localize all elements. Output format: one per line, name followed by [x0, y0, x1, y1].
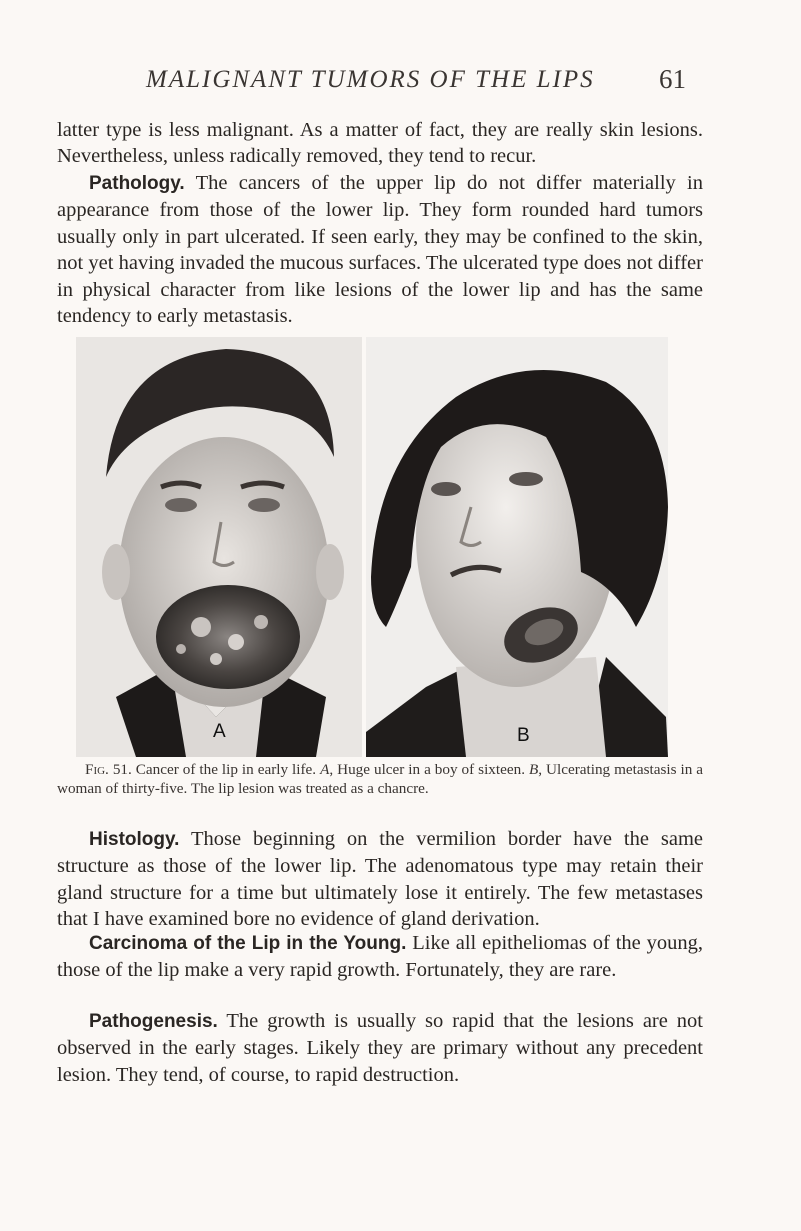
heading-young: Carcinoma of the Lip in the Young. [89, 933, 407, 954]
caption-figure-label: Fig. 51. [85, 761, 132, 778]
paragraph-pathology [57, 170, 703, 329]
heading-pathogenesis: Pathogenesis. [89, 1011, 218, 1032]
running-title: MALIGNANT TUMORS OF THE LIPS [146, 66, 595, 93]
caption-a-text: , Huge ulcer in a boy of sixteen. [329, 761, 525, 778]
photo-panel-a [76, 337, 362, 757]
heading-histology: Histology. [89, 829, 180, 850]
panel-b-label: B [517, 725, 530, 746]
caption-b-marker: B [528, 761, 539, 778]
caption-b-text: , Ulcerating metastasis in a woman of thirty-five. The lip lesion was treated as a chancre. [57, 761, 704, 797]
paragraph-pathogenesis [57, 1008, 703, 1088]
panel-a-label: A [213, 721, 226, 742]
figure-51 [76, 337, 668, 757]
caption-a-marker: A [320, 761, 330, 778]
paragraph-pathogenesis-text: The growth is usually so rapid that the lesions are not observed in the early stages. Likely they are primary without any precedent lesion. They tend, of course, to rapid destruction. [57, 1010, 703, 1086]
heading-pathology: Pathology. [89, 173, 185, 194]
paragraph-intro-text: latter type is less malignant. As a matter of fact, they are really skin lesions. Nevertheless, unless radically removed, they tend to recur. [57, 119, 703, 168]
caption-intro: Cancer of the lip in early life. [135, 761, 317, 778]
paragraph-histology-text: Those beginning on the vermilion border have the same structure as those of the lower lip. The adenomatous type may retain their gland structure for a time but ultimately lose it entirely. The few metastases that I have examined bore no evidence of gland derivation. [57, 828, 703, 931]
paragraph-intro [57, 117, 703, 170]
paragraph-pathology-text: The cancers of the upper lip do not differ materially in appearance from those of the lower lip. They form rounded hard tumors usually only in part ulcerated. If seen early, they may be confined to the skin, not yet having invaded the mucous surfaces. The ulcerated type does not differ in physical character from like lesions of the lower lip and has the same tendency to early metastasis. [57, 172, 703, 328]
paragraph-young-text: Like all epitheliomas of the young, those of the lip make a very rapid growth. Fortunately, they are rare. [57, 932, 703, 982]
paragraph-young [57, 930, 703, 984]
photo-b-image [366, 337, 668, 757]
photo-panel-b [366, 337, 668, 757]
paragraph-histology [57, 826, 703, 933]
photo-a-image [76, 337, 362, 757]
page-number: 61 [659, 64, 686, 94]
running-head [146, 62, 686, 102]
figure-caption [57, 760, 703, 798]
